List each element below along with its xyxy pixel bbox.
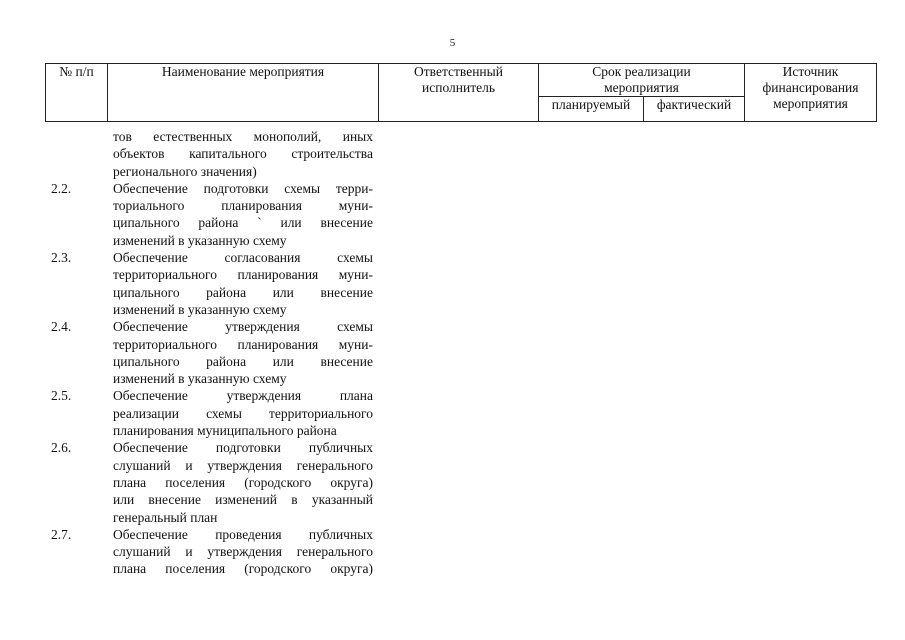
- item-text: [113, 128, 373, 180]
- item-text-line: плана поселения (городского округа): [113, 474, 373, 490]
- item-number: [45, 128, 113, 180]
- item-number: 2.7.: [51, 526, 72, 542]
- item-text-line: ципального района ` или внесение: [113, 215, 373, 231]
- list-item: [45, 526, 380, 578]
- list-item: [45, 128, 380, 180]
- item-text-line: объектов капитального строительства: [113, 146, 373, 162]
- header-col-term-line: Срок реализации: [592, 64, 691, 79]
- item-text-line: ципального района или внесение: [113, 284, 373, 300]
- table-header: [45, 63, 877, 122]
- header-col-term-line: мероприятия: [604, 80, 679, 95]
- item-number: 2.5.: [51, 388, 72, 404]
- item-text-line: Обеспечение подготовки схемы терри-: [113, 180, 373, 196]
- item-text-line: территориального планирования муни-: [113, 336, 373, 352]
- item-text-line: ториального планирования муни-: [113, 198, 373, 214]
- list-item: [45, 387, 380, 439]
- items-list: [45, 128, 380, 578]
- item-number: 2.3.: [51, 250, 72, 266]
- item-text-line: Обеспечение утверждения плана: [113, 388, 373, 404]
- item-text: [113, 249, 373, 318]
- item-text-line: территориального планирования муни-: [113, 267, 373, 283]
- item-text-line: изменений в указанную схему: [113, 232, 287, 248]
- header-col-responsible-line: Ответственный: [414, 64, 503, 79]
- header-col-source-line: мероприятия: [773, 96, 848, 111]
- list-item: [45, 439, 380, 525]
- header-col-source: [745, 64, 877, 122]
- item-text-line: Обеспечение утверждения схемы: [113, 319, 373, 335]
- item-text: [113, 526, 373, 578]
- item-text-line: слушаний и утверждения генерального: [113, 457, 373, 473]
- header-col-source-line: Источник: [782, 64, 839, 79]
- item-number: 2.2.: [51, 180, 72, 196]
- item-text-line: тов естественных монополий, иных: [113, 129, 373, 144]
- item-text-line: или внесение изменений в указанный: [113, 492, 373, 508]
- item-number: 2.6.: [51, 440, 72, 456]
- item-text-line: регионального значения): [113, 163, 257, 179]
- list-item: [45, 318, 380, 387]
- item-text-line: реализации схемы территориального: [113, 405, 373, 421]
- header-col-term: [539, 64, 745, 97]
- list-item: [45, 249, 380, 318]
- header-col-number: № п/п: [46, 64, 108, 122]
- page-number: 5: [449, 37, 456, 49]
- header-col-responsible-line: исполнитель: [422, 80, 495, 95]
- item-text-line: изменений в указанную схему: [113, 301, 287, 317]
- item-text-line: генеральный план: [113, 509, 218, 525]
- header-col-responsible: [379, 64, 539, 122]
- item-text: [113, 180, 373, 249]
- header-col-name: Наименование мероприятия: [108, 64, 379, 122]
- item-text-line: Обеспечение согласования схемы: [113, 250, 373, 266]
- item-text: [113, 439, 373, 525]
- item-text-line: Обеспечение проведения публичных: [113, 526, 373, 542]
- item-text-line: Обеспечение подготовки публичных: [113, 440, 373, 456]
- item-text-line: планирования муниципального района: [113, 423, 337, 439]
- item-text-line: изменений в указанную схему: [113, 371, 287, 387]
- item-text-line: слушаний и утверждения генерального: [113, 544, 373, 560]
- item-text-line: ципального района или внесение: [113, 353, 373, 369]
- item-number: 2.4.: [51, 319, 72, 335]
- item-text: [113, 387, 373, 439]
- item-text: [113, 318, 373, 387]
- header-col-source-line: финансирования: [762, 80, 859, 95]
- header-col-actual: фактический: [644, 97, 745, 122]
- item-text-line: плана поселения (городского округа): [113, 561, 373, 577]
- list-item: [45, 180, 380, 249]
- header-col-planned: планируемый: [539, 97, 644, 122]
